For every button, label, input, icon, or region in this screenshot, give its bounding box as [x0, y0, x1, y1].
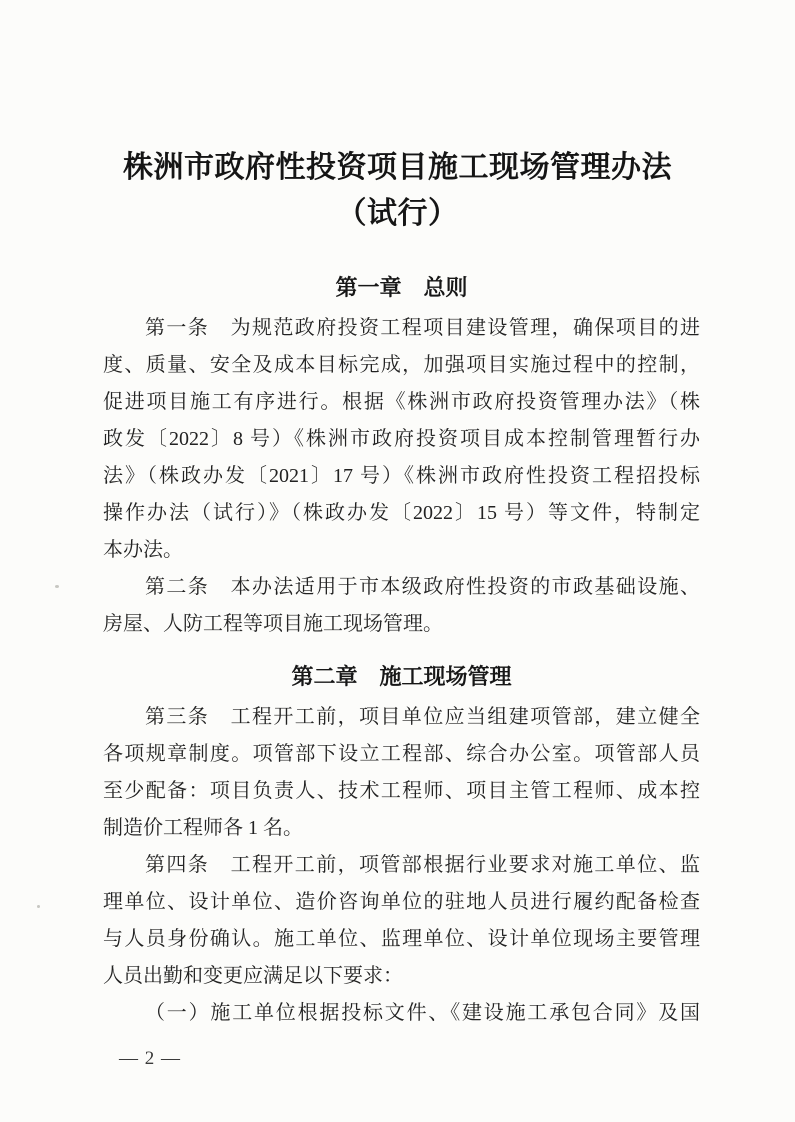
text-line: 第二条 本办法适用于市本级政府性投资的市政基础设施、: [145, 576, 700, 598]
text-line: 第三条 工程开工前，项目单位应当组建项管部，建立健全: [145, 706, 700, 728]
scan-artifact-dot: [55, 585, 59, 588]
document-title: 株洲市政府性投资项目施工现场管理办法: [123, 151, 672, 184]
document-body: [103, 269, 700, 1032]
document-subtitle: （试行）: [336, 197, 459, 230]
text-line: 促进项目施工有序进行。根据《株洲市政府投资管理办法》（株: [103, 391, 700, 413]
text-line: 政发〔2022〕8 号）《株洲市政府投资项目成本控制管理暂行办: [103, 428, 700, 450]
text-line: 人员出勤和变更应满足以下要求：: [103, 965, 403, 987]
text-line: 制造价工程师各 1 名。: [103, 817, 303, 839]
text-line: 理单位、设计单位、造价咨询单位的驻地人员进行履约配备检查: [103, 891, 700, 913]
page-number: — 2 —: [119, 1048, 181, 1069]
chapter-heading: 第二章 施工现场管理: [291, 664, 512, 689]
text-line: 第一条 为规范政府投资工程项目建设管理，确保项目的进: [145, 317, 700, 339]
text-line: 至少配备：项目负责人、技术工程师、项目主管工程师、成本控: [103, 780, 700, 802]
text-line: 第四条 工程开工前，项管部根据行业要求对施工单位、监: [145, 854, 700, 876]
text-line: 法》（株政办发〔2021〕17 号）《株洲市政府性投资工程招投标: [103, 465, 700, 487]
text-line: 操作办法（试行）》（株政办发〔2022〕15 号）等文件，特制定: [103, 502, 700, 524]
text-line: 各项规章制度。项管部下设立工程部、综合办公室。项管部人员: [103, 743, 700, 765]
scan-artifact-dot: [37, 905, 40, 908]
text-line: 本办法。: [103, 539, 183, 561]
text-line: （一）施工单位根据投标文件、《建设施工承包合同》及国: [145, 1002, 700, 1024]
chapter-heading: 第一章 总则: [335, 275, 468, 300]
text-line: 房屋、人防工程等项目施工现场管理。: [103, 613, 443, 635]
text-line: 度、质量、安全及成本目标完成，加强项目实施过程中的控制，: [103, 354, 700, 376]
text-line: 与人员身份确认。施工单位、监理单位、设计单位现场主要管理: [103, 928, 700, 950]
